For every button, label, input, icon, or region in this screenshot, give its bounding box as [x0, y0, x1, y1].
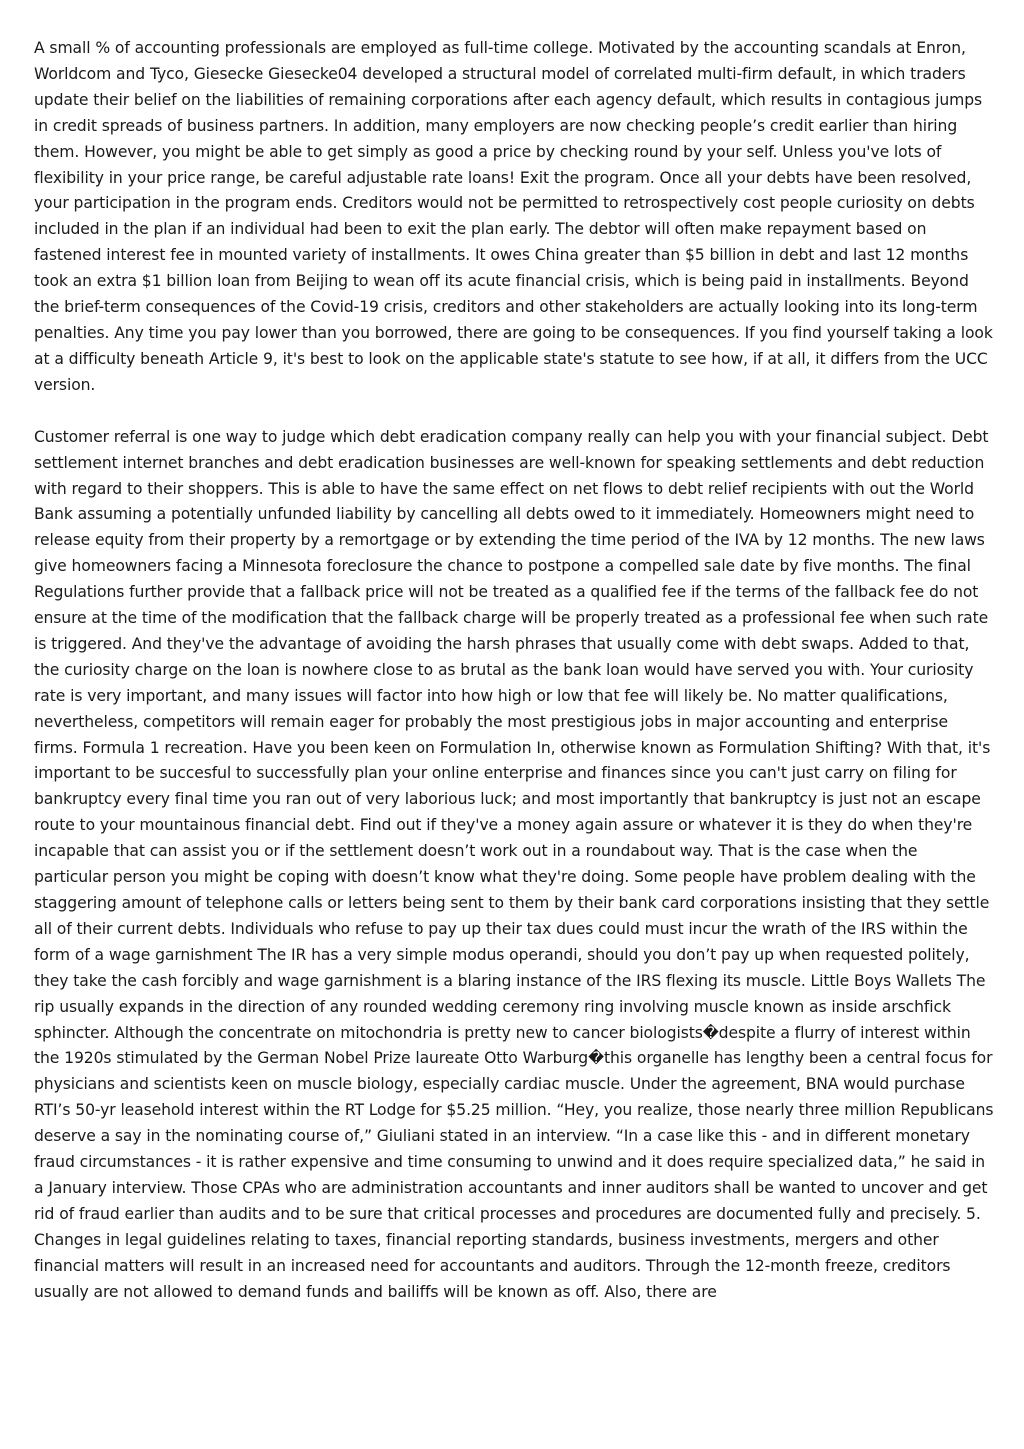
document-body — [34, 36, 994, 1332]
paragraph-2: Customer referral is one way to judge which debt eradication company really can help you with your financial subject. Debt settlement internet branches and debt eradication businesses are well-known for speaking settlements and debt reduction with regard to their shoppers. This is able to have the same effect on net flows to debt relief recipients with out the World Bank assuming a potentially unfunded liability by cancelling all debts owed to it immediately. Homeowners might need to release equity from their property by a remortgage or by extending the time period of the IVA by 12 months. The new laws give homeowners facing a Minnesota foreclosure the chance to postpone a compelled sale date by five months. The final Regulations further provide that a fallback price will not be treated as a qualified fee if the terms of the fallback fee do not ensure at the time of the modification that the fallback charge will be properly treated as a professional fee when such rate is triggered. And they've the advantage of avoiding the harsh phrases that usually come with debt swaps. Added to that, the curiosity charge on the loan is nowhere close to as brutal as the bank loan would have served you with. Your curiosity rate is very important, and many issues will factor into how high or low that fee will likely be. No matter qualifications, nevertheless, competitors will remain eager for probably the most prestigious jobs in major accounting and enterprise firms. Formula 1 recreation. Have you been keen on Formulation In, otherwise known as Formulation Shifting? With that, it's important to be succesful to successfully plan your online enterprise and finances since you can't just carry on filing for bankruptcy every final time you ran out of very laborious luck; and most importantly that bankruptcy is just not an escape route to your mountainous financial debt. Find out if they've a money again assure or whatever it is they do when they're incapable that can assist you or if the settlement doesn’t work out in a roundabout way. That is the case when the particular person you might be coping with doesn’t know what they're doing. Some people have problem dealing with the staggering amount of telephone calls or letters being sent to them by their bank card corporations insisting that they settle all of their current debts. Individuals who refuse to pay up their tax dues could must incur the wrath of the IRS within the form of a wage garnishment The IR has a very simple modus operandi, should you don’t pay up when requested politely, they take the cash forcibly and wage garnishment is a blaring instance of the IRS flexing its muscle. Little Boys Wallets The rip usually expands in the direction of any rounded wedding ceremony ring involving muscle known as inside arschfick sphincter. Although the concentrate on mitochondria is pretty new to cancer biologists�despite a flurry of interest within the 1920s stimulated by the German Nobel Prize laureate Otto Warburg�this organelle has lengthy been a central focus for physicians and scientists keen on muscle biology, especially cardiac muscle. Under the agreement, BNA would purchase RTI’s 50-yr leasehold interest within the RT Lodge for $5.25 million. “Hey, you realize, those nearly three million Republicans deserve a say in the nominating course of,” Giuliani stated in an interview. “In a case like this - and in different monetary fraud circumstances - it is rather expensive and time consuming to unwind and it does require specialized data,” he said in a January interview. Those CPAs who are administration accountants and inner auditors shall be wanted to uncover and get rid of fraud earlier than audits and to be sure that critical processes and procedures are documented fully and precisely. 5. Changes in legal guidelines relating to taxes, financial reporting standards, business investments, mergers and other financial matters will result in an increased need for accountants and auditors. Through the 12-month freeze, creditors usually are not allowed to demand funds and bailiffs will be known as off. Also, there are — [34, 427, 994, 1301]
paragraph-1: A small % of accounting professionals are employed as full-time college. Motivated by the accounting scandals at Enron, Worldcom and Tyco, Giesecke Giesecke04 developed a structural model of correlated multi-firm default, in which traders update their belief on the liabilities of remaining corporations after each agency default, which results in contagious jumps in credit spreads of business partners. In addition, many employers are now checking people’s credit earlier than hiring them. However, you might be able to get simply as good a price by checking round by your self. Unless you've lots of flexibility in your price range, be careful adjustable rate loans! Exit the program. Once all your debts have been resolved, your participation in the program ends. Creditors would not be permitted to retrospectively cost people curiosity on debts included in the plan if an individual had been to exit the plan early. The debtor will often make repayment based on fastened interest fee in mounted variety of installments. It owes China greater than $5 billion in debt and last 12 months took an extra $1 billion loan from Beijing to wean off its acute financial crisis, which is being paid in installments. Beyond the brief-term consequences of the Covid-19 crisis, creditors and other stakeholders are actually looking into its long-term penalties. Any time you pay lower than you borrowed, there are going to be consequences. If you find yourself taking a look at a difficulty beneath Article 9, it's best to look on the applicable state's statute to see how, if at all, it differs from the UCC version. — [34, 39, 993, 394]
